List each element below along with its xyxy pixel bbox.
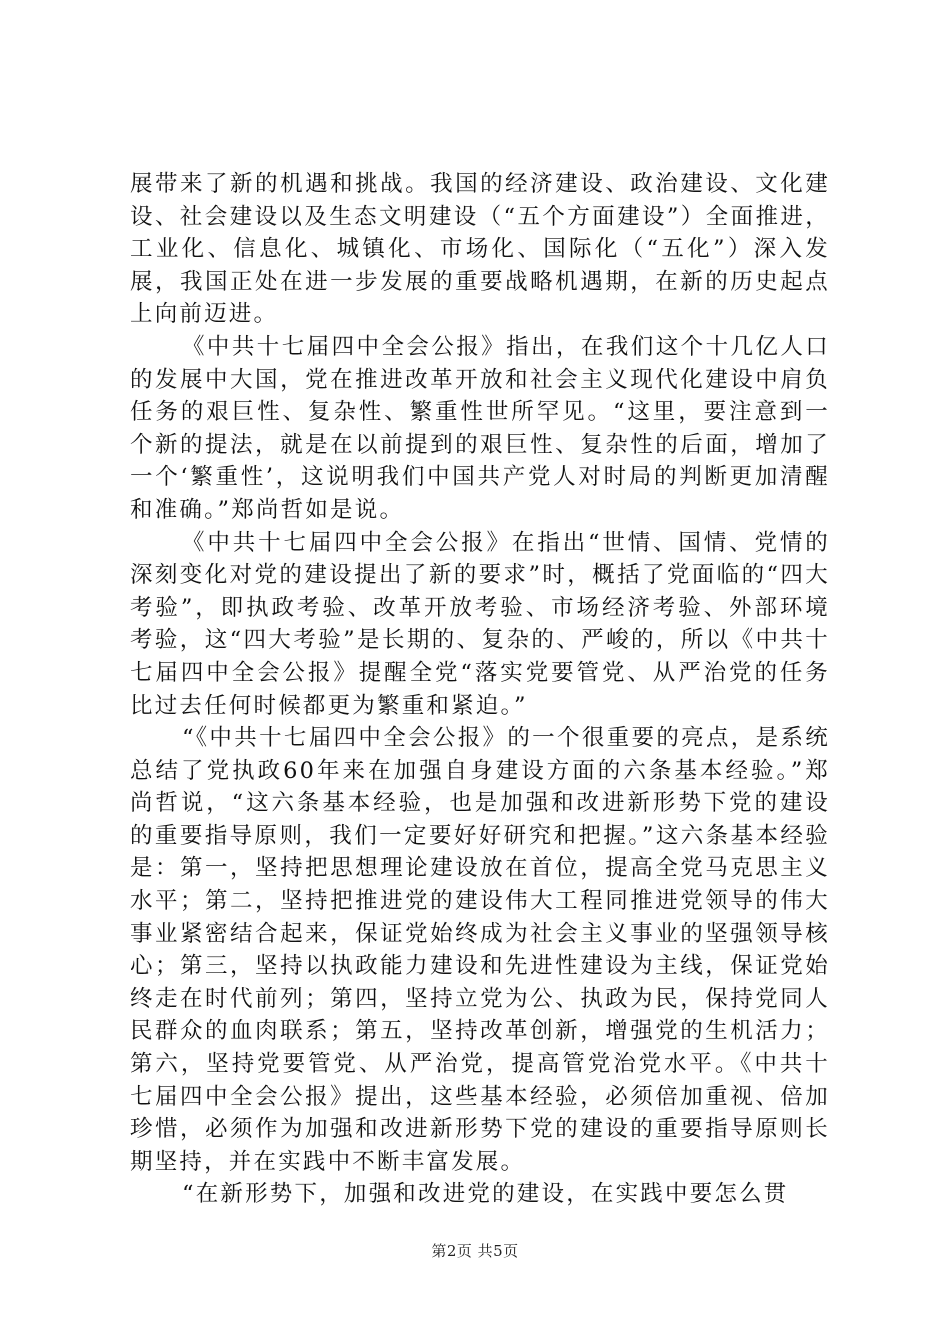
page-number-footer: 第2页 共5页 (431, 1242, 519, 1260)
paragraph-new-situation: “在新形势下，加强和改进党的建设，在实践中要怎么贯 (182, 1181, 789, 1208)
paragraph-six-experiences: “《中共十七届四中全会公报》的一个很重要的亮点，是系统总结了党执政60年来在加强自身建设方面的六条基本经验。”郑尚哲说，“这六条基本经验，也是加强和改进新形势下党的建设的重要指导原则，我们一定要好好研究和把握。”这六条基本经验是：第一，坚持把思想理论建设放在首位，提高全党马克思主义水平；第二，坚持把推进党的建设伟大工程同推进党领导的伟大事业紧密结合起来，保证党始终成为社会主义事业的坚强领导核心；第三，坚持以执政能力建设和先进性建设为主线，保证党始终走在时代前列；第四，坚持立党为公、执政为民，保持党同人民群众的血肉联系；第五，坚持改革创新，增强党的生机活力；第六，坚持党要管党、从严治党，提高管党治党水平。《中共十七届四中全会公报》提出，这些基本经验，必须倍加重视、倍加珍惜，必须作为加强和改进新形势下党的建设的重要指导原则长期坚持，并在实践中不断丰富发展。 (130, 725, 830, 1175)
article-body (130, 168, 830, 1211)
paragraph-four-tests: 《中共十七届四中全会公报》在指出“世情、国情、党情的深刻变化对党的建设提出了新的要求”时，概括了党面临的“四大考验”，即执政考验、改革开放考验、市场经济考验、外部环境考验，这“四大考验”是长期的、复杂的、严峻的，所以《中共十七届四中全会公报》提醒全党“落实党要管党、从严治党的任务比过去任何时候都更为繁重和紧迫。” (130, 529, 830, 719)
paragraph-communique-difficulty: 《中共十七届四中全会公报》指出，在我们这个十几亿人口的发展中大国，党在推进改革开放和社会主义现代化建设中肩负任务的艰巨性、复杂性、繁重性世所罕见。“这里，要注意到一个新的提法，就是在以前提到的艰巨性、复杂性的后面，增加了一个‘繁重性’，这说明我们中国共产党人对时局的判断更加清醒和准确。”郑尚哲如是说。 (130, 333, 830, 523)
paragraph-continuation: 展带来了新的机遇和挑战。我国的经济建设、政治建设、文化建设、社会建设以及生态文明建设（“五个方面建设”）全面推进，工业化、信息化、城镇化、市场化、国际化（“五化”）深入发展，我国正处在进一步发展的重要战略机遇期，在新的历史起点上向前迈进。 (130, 171, 830, 328)
